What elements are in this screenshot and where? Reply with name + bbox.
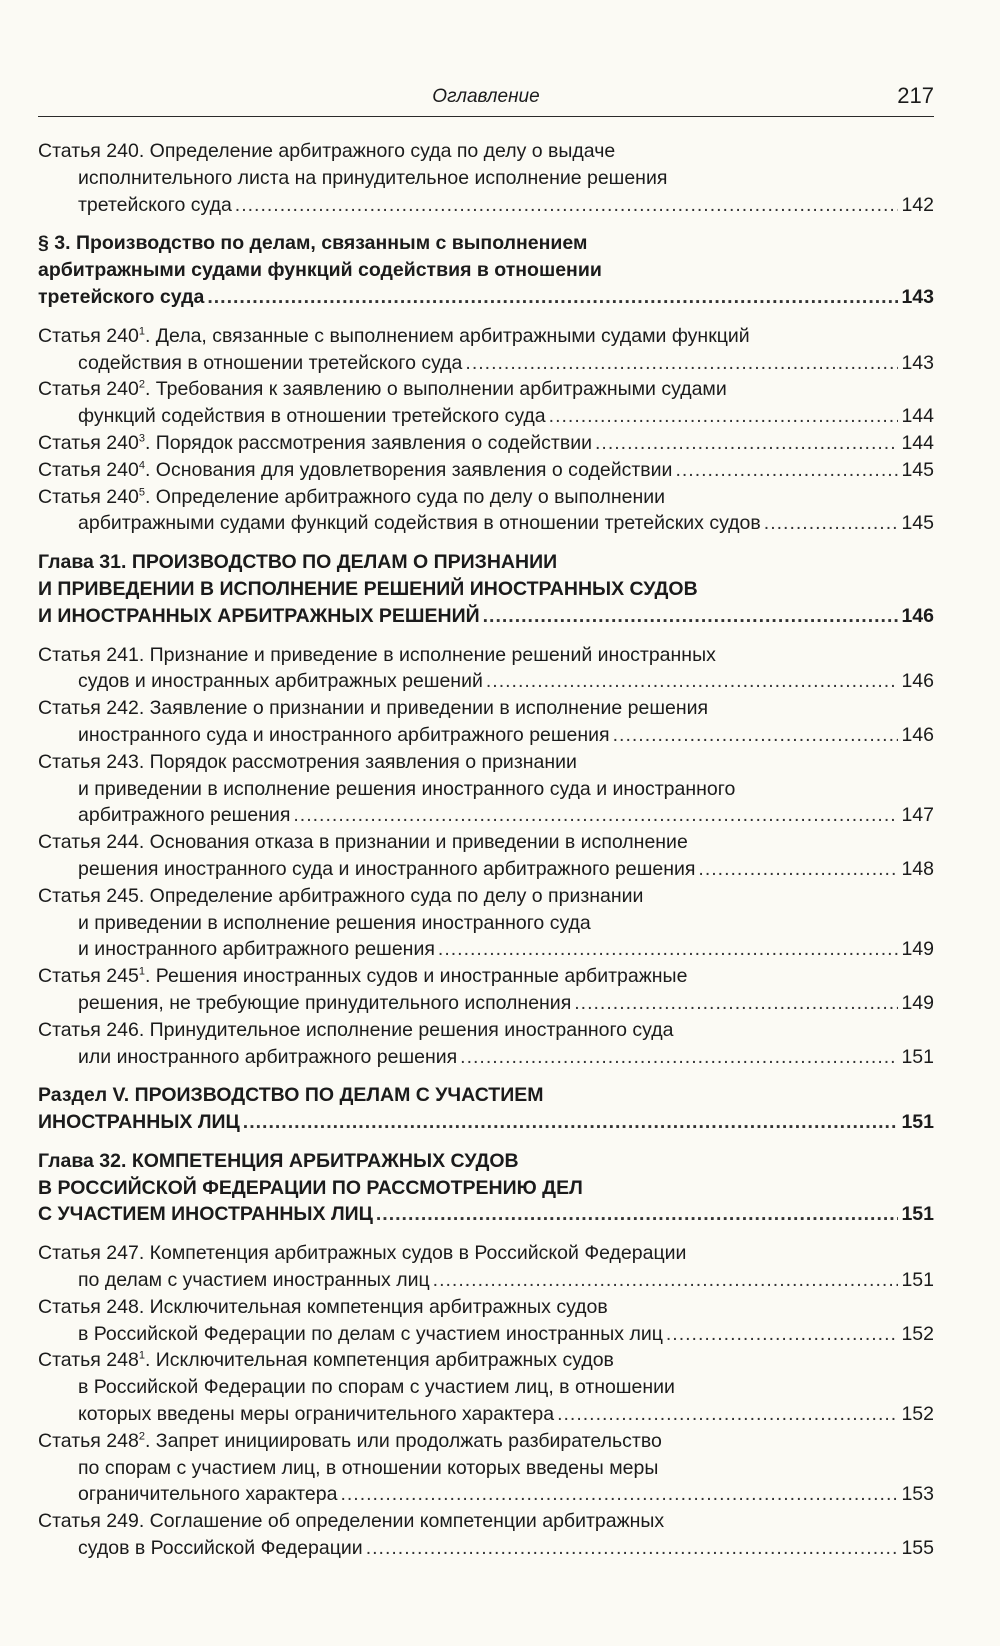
toc-entry: [38, 1082, 934, 1136]
toc-page-number: 151: [901, 1045, 934, 1068]
toc-entry-text: третейского суда: [38, 285, 205, 308]
toc-entry-text: Статья $240^1$. Дела, связанные с выполнением арбитражными судами функций: [38, 324, 750, 347]
dot-leader: [483, 603, 899, 630]
dot-leader: [557, 1401, 898, 1428]
dot-leader: [460, 1044, 898, 1071]
toc-entry-text: § 3. Производство по делам, связанным с выполнением: [38, 232, 588, 255]
toc-entry-text: В РОССИЙСКОЙ ФЕДЕРАЦИИ ПО РАССМОТРЕНИЮ ДЕЛ: [38, 1176, 583, 1199]
dot-leader: [293, 802, 898, 829]
toc-page-number: 146: [901, 723, 934, 746]
toc-entry-text: Статья 243. Порядок рассмотрения заявления о признании: [38, 750, 577, 773]
toc-entry-text: Статья $248^2$. Запрет инициировать или продолжать разбирательство: [38, 1429, 662, 1452]
toc-entry-text: Статья 245. Определение арбитражного суда по делу о признании: [38, 884, 644, 907]
dot-leader: [666, 1321, 899, 1348]
toc-entry-text: И ИНОСТРАННЫХ АРБИТРАЖНЫХ РЕШЕНИЙ: [38, 604, 480, 627]
toc-entry-text: Раздел V. ПРОИЗВОДСТВО ПО ДЕЛАМ С УЧАСТИЕМ: [38, 1084, 544, 1107]
toc-entry-text: арбитражными судами функций содействия в отношении третейских судов: [78, 512, 761, 535]
dot-leader: [613, 722, 899, 749]
dot-leader: [438, 936, 899, 963]
toc-entry-text: Статья 249. Соглашение об определении компетенции арбитражных: [38, 1510, 665, 1533]
dot-leader: [340, 1481, 898, 1508]
toc-entry-text: Статья $240^4$. Основания для удовлетворения заявления о содействии: [38, 458, 673, 481]
toc-page-number: 147: [901, 804, 934, 827]
toc-entry-text: и иностранного арбитражного решения: [78, 938, 435, 961]
toc-entry-text: третейского суда: [78, 193, 232, 216]
toc-entry-text: Статья $248^1$. Исключительная компетенция арбитражных судов: [38, 1349, 614, 1372]
toc-entry-text: исполнительного листа на принудительное исполнение решения: [78, 166, 668, 189]
toc-page-number: 143: [901, 285, 934, 308]
toc-entry-text: арбитражными судами функций содействия в отношении: [38, 259, 602, 282]
toc-entry: [38, 376, 934, 430]
toc-entry: [38, 549, 934, 629]
toc-entry: [38, 1017, 934, 1071]
toc-entry-text: судов в Российской Федерации: [78, 1537, 363, 1560]
toc-entry: [38, 1240, 934, 1294]
toc-entry: [38, 695, 934, 749]
toc-entry-text: в Российской Федерации по спорам с участием лиц, в отношении: [78, 1376, 675, 1399]
toc-entry-text: которых введены меры ограничительного характера: [78, 1403, 555, 1426]
toc-entry-text: ИНОСТРАННЫХ ЛИЦ: [38, 1111, 240, 1134]
toc-entry: [38, 484, 934, 538]
toc-entry-text: Глава 31. ПРОИЗВОДСТВО ПО ДЕЛАМ О ПРИЗНАНИИ: [38, 551, 558, 574]
toc-entry-text: Статья 240. Определение арбитражного суда по делу о выдаче: [38, 140, 616, 162]
toc-entry-text: арбитражного решения: [78, 804, 291, 827]
header-title: Оглавление: [432, 86, 540, 107]
toc-entry-text: Статья 244. Основания отказа в признании и приведении в исполнение: [38, 831, 688, 854]
toc-page-number: 144: [901, 405, 934, 428]
toc-entry: [38, 138, 934, 218]
dot-leader: [376, 1201, 899, 1228]
toc-page-number: 144: [901, 431, 934, 454]
toc-entry-text: функций содействия в отношении третейского суда: [78, 405, 546, 428]
toc-entry: [38, 430, 934, 457]
toc-page-number: 152: [901, 1403, 934, 1426]
toc-page-number: 152: [901, 1322, 934, 1345]
toc-entry-text: И ПРИВЕДЕНИИ В ИСПОЛНЕНИЕ РЕШЕНИЙ ИНОСТРАННЫХ СУДОВ: [38, 577, 698, 600]
dot-leader: [595, 430, 898, 457]
toc-page-number: 142: [901, 193, 934, 216]
dot-leader: [574, 990, 898, 1017]
toc-entry-text: по делам с участием иностранных лиц: [78, 1269, 430, 1292]
toc-entry-text: С УЧАСТИЕМ ИНОСТРАННЫХ ЛИЦ: [38, 1203, 373, 1226]
dot-leader: [675, 457, 898, 484]
toc-entry-text: Статья 247. Компетенция арбитражных судов в Российской Федерации: [38, 1242, 687, 1265]
toc-entry: [38, 1294, 934, 1348]
toc-page-number: 151: [901, 1203, 934, 1226]
toc-entry-text: решения иностранного суда и иностранного арбитражного решения: [78, 857, 696, 880]
toc-page-number: 143: [901, 351, 934, 374]
toc-entry-text: содействия в отношении третейского суда: [78, 351, 463, 374]
toc-entry-text: судов и иностранных арбитражных решений: [78, 670, 483, 693]
dot-leader: [235, 192, 899, 219]
toc-entry-text: Статья $245^1$. Решения иностранных судов и иностранные арбитражные: [38, 965, 688, 988]
toc-entry: [38, 457, 934, 484]
dot-leader: [207, 284, 898, 311]
toc-entry-text: или иностранного арбитражного решения: [78, 1045, 458, 1068]
page-number: 217: [897, 83, 934, 108]
dot-leader: [698, 856, 898, 883]
toc-entry: [38, 963, 934, 1017]
toc-entry-text: иностранного суда и иностранного арбитражного решения: [78, 723, 610, 746]
toc-page-number: 145: [901, 458, 934, 481]
toc-page-number: 149: [901, 938, 934, 961]
toc-entry-text: по спорам с участием лиц, в отношении которых введены меры: [78, 1456, 659, 1479]
toc-entry-text: в Российской Федерации по делам с участием иностранных лиц: [78, 1322, 663, 1345]
toc-entry: [38, 1508, 934, 1562]
toc-entry: [38, 883, 934, 963]
table-of-contents: [38, 138, 934, 1562]
toc-entry-text: Статья 246. Принудительное исполнение решения иностранного суда: [38, 1018, 674, 1041]
dot-leader: [486, 668, 899, 695]
toc-entry: [38, 749, 934, 829]
toc-page-number: 149: [901, 991, 934, 1014]
toc-page-number: 145: [901, 512, 934, 535]
toc-entry-text: Статья $240^2$. Требования к заявлению о выполнении арбитражными судами: [38, 378, 727, 401]
toc-page-number: 146: [901, 604, 934, 627]
toc-entry-text: решения, не требующие принудительного исполнения: [78, 991, 572, 1014]
toc-entry-text: ограничительного характера: [78, 1483, 338, 1506]
toc-entry-text: Статья $240^3$. Порядок рассмотрения заявления о содействии: [38, 431, 592, 454]
toc-entry: [38, 1428, 934, 1508]
toc-entry-text: Статья 242. Заявление о признании и приведении в исполнение решения: [38, 697, 709, 720]
dot-leader: [433, 1267, 899, 1294]
toc-entry-text: Статья $240^5$. Определение арбитражного суда по делу о выполнении: [38, 485, 666, 508]
toc-entry: [38, 1148, 934, 1228]
toc-entry-text: Статья 248. Исключительная компетенция арбитражных судов: [38, 1295, 608, 1318]
dot-leader: [549, 403, 899, 430]
toc-page-number: 153: [901, 1483, 934, 1506]
toc-entry: [38, 642, 934, 696]
dot-leader: [764, 510, 899, 537]
dot-leader: [465, 350, 898, 377]
toc-entry-text: Глава 32. КОМПЕТЕНЦИЯ АРБИТРАЖНЫХ СУДОВ: [38, 1149, 519, 1172]
running-header: [38, 80, 934, 117]
toc-entry: [38, 323, 934, 377]
toc-entry: [38, 829, 934, 883]
toc-entry: [38, 1347, 934, 1427]
toc-entry-text: Статья 241. Признание и приведение в исполнение решений иностранных: [38, 643, 716, 666]
toc-entry: [38, 230, 934, 310]
toc-page-number: 151: [901, 1111, 934, 1134]
toc-page-number: 151: [901, 1269, 934, 1292]
toc-page-number: 146: [901, 670, 934, 693]
toc-page-number: 148: [901, 857, 934, 880]
toc-entry-text: и приведении в исполнение решения иностранного суда: [78, 911, 591, 934]
dot-leader: [366, 1535, 899, 1562]
toc-entry-text: и приведении в исполнение решения иностранного суда и иностранного: [78, 777, 736, 800]
dot-leader: [243, 1109, 899, 1136]
toc-page-number: 155: [901, 1537, 934, 1560]
